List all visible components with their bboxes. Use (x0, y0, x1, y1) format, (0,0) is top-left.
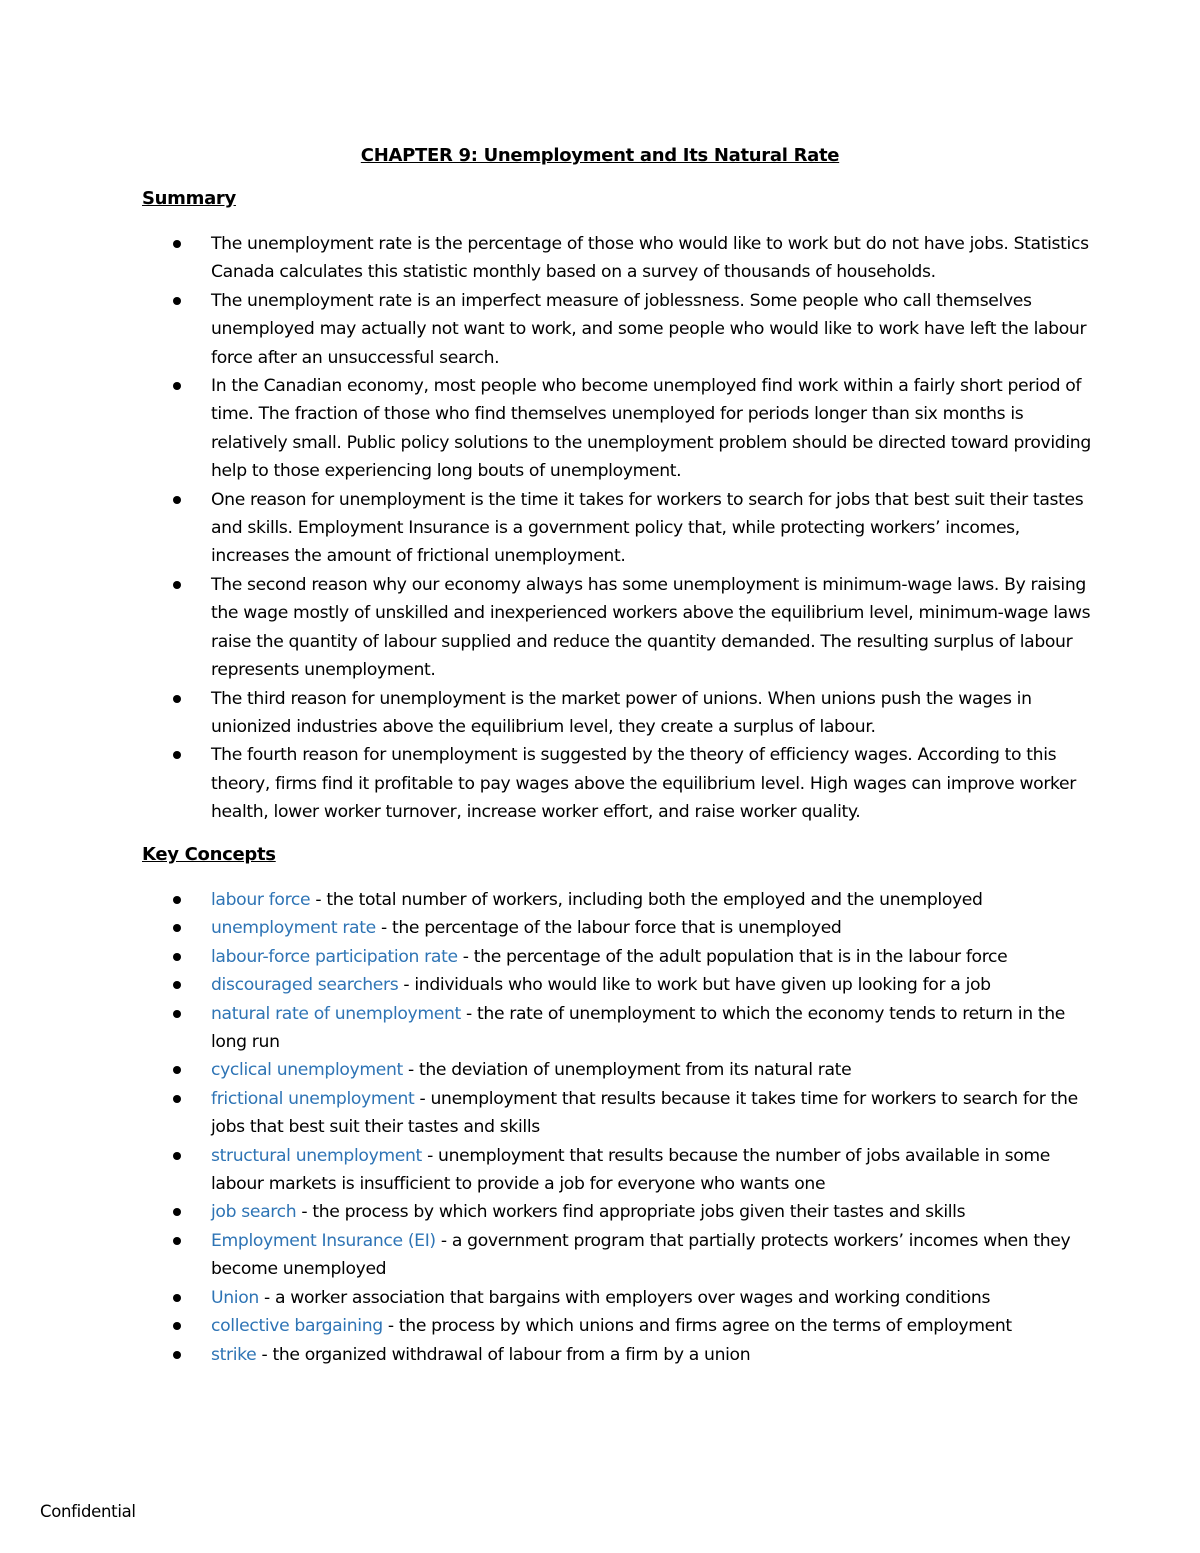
key-concepts-heading: Key Concepts (142, 844, 276, 865)
concept-definition: - the deviation of unemployment from its natural rate (402, 1060, 852, 1081)
concept-term: cyclical unemployment (211, 1060, 403, 1081)
concept-term: discouraged searchers (211, 975, 399, 996)
concept-term: strike (211, 1344, 257, 1365)
footer-confidential: Confidential (40, 1502, 136, 1521)
bullet-icon (173, 1322, 181, 1330)
key-concept-item (0, 914, 1091, 942)
concept-term: labour-force participation rate (211, 946, 458, 967)
summary-item (0, 741, 1091, 826)
bullet-icon (173, 953, 181, 961)
summary-item-text: The unemployment rate is an imperfect measure of joblessness. Some people who call themselves unemployed may actually not want to work, and some people who would like to work have left the labour force after an unsuccessful search. (211, 290, 1087, 368)
key-concept-item (0, 886, 1091, 914)
bullet-icon (173, 382, 181, 390)
key-concept-item (0, 1312, 1091, 1340)
bullet-icon (173, 581, 181, 589)
concept-term: structural unemployment (211, 1145, 422, 1166)
summary-item (0, 685, 1091, 742)
concept-definition: - the percentage of the labour force that is unemployed (375, 918, 842, 939)
summary-list (0, 230, 1200, 827)
concept-definition: - the total number of workers, including both the employed and the unemployed (310, 890, 983, 910)
bullet-icon (173, 924, 181, 932)
concept-definition: - unemployment that results because the number of jobs available in some labour markets is insufficient to provide a job for everyone who wants one (211, 1145, 1051, 1195)
concept-term: natural rate of unemployment (211, 1003, 461, 1024)
key-concept-item (0, 971, 1091, 999)
key-concept-item (0, 1085, 1091, 1142)
concept-term: job search (211, 1202, 297, 1223)
concept-definition: - the process by which unions and firms agree on the terms of employment (382, 1316, 1012, 1337)
concept-definition: - the organized withdrawal of labour from a firm by a union (256, 1344, 751, 1365)
bullet-icon (173, 1010, 181, 1018)
concept-definition: - unemployment that results because it takes time for workers to search for the jobs that best suit their tastes and skills (211, 1088, 1078, 1138)
bullet-icon (173, 1237, 181, 1245)
concept-definition: - the percentage of the adult population that is in the labour force (457, 946, 1008, 967)
summary-item (0, 571, 1091, 685)
concept-term: Employment Insurance (EI) (211, 1230, 436, 1251)
key-concept-item (0, 1056, 1091, 1084)
summary-item-text: The fourth reason for unemployment is suggested by the theory of efficiency wages. According to this theory, firms find it profitable to pay wages above the equilibrium level. High wages can improve worker health, lower worker turnover, increase worker effort, and raise worker quality. (211, 745, 1076, 823)
bullet-icon (173, 695, 181, 703)
key-concept-item (0, 1227, 1091, 1284)
concept-term: unemployment rate (211, 918, 376, 939)
key-concept-item (0, 1198, 1091, 1226)
concept-definition: - the rate of unemployment to which the economy tends to return in the long run (211, 1003, 1066, 1053)
concept-definition: - a government program that partially protects workers’ incomes when they become unemployed (211, 1230, 1071, 1280)
bullet-icon (173, 1208, 181, 1216)
bullet-icon (173, 1066, 181, 1074)
key-concept-item (0, 1284, 1091, 1312)
concept-term: frictional unemployment (211, 1088, 415, 1109)
bullet-icon (173, 1294, 181, 1302)
concept-definition: - the process by which workers find appropriate jobs given their tastes and skills (296, 1202, 966, 1223)
bullet-icon (173, 1152, 181, 1160)
page-title: CHAPTER 9: Unemployment and Its Natural Rate (360, 145, 840, 166)
bullet-icon (173, 896, 181, 904)
summary-item-text: In the Canadian economy, most people who become unemployed find work within a fairly short period of time. The fraction of those who find themselves unemployed for periods longer than six months is relatively small. Public policy solutions to the unemployment problem should be directed toward providing help to those experiencing long bouts of unemployment. (211, 376, 1091, 482)
summary-heading: Summary (142, 188, 236, 209)
summary-item (0, 230, 1091, 287)
summary-item-text: The second reason why our economy always has some unemployment is minimum-wage laws. By raising the wage mostly of unskilled and inexperienced workers above the equilibrium level, minimum-wage laws raise the quantity of labour supplied and reduce the quantity demanded. The resulting surplus of labour represents unemployment. (211, 574, 1091, 681)
bullet-icon (173, 1351, 181, 1359)
summary-item-text: The unemployment rate is the percentage of those who would like to work but do not have jobs. Statistics Canada calculates this statistic monthly based on a survey of thousands of households. (211, 234, 1089, 283)
key-concepts-list (0, 886, 1200, 1369)
bullet-icon (173, 751, 181, 759)
bullet-icon (173, 297, 181, 305)
bullet-icon (173, 981, 181, 989)
bullet-icon (173, 240, 181, 248)
key-concept-item (0, 1341, 1091, 1369)
bullet-icon (173, 496, 181, 504)
concept-term: collective bargaining (211, 1316, 383, 1337)
summary-item (0, 287, 1091, 372)
summary-item (0, 372, 1091, 486)
key-concept-item (0, 1142, 1091, 1199)
key-concept-item (0, 1000, 1091, 1057)
summary-item-text: One reason for unemployment is the time it takes for workers to search for jobs that best suit their tastes and skills. Employment Insurance is a government policy that, while protecting workers’ incomes, increases the amount of frictional unemployment. (211, 489, 1084, 567)
key-concept-item (0, 943, 1091, 971)
bullet-icon (173, 1095, 181, 1103)
summary-item (0, 486, 1091, 571)
concept-term: Union (211, 1287, 259, 1308)
concept-definition: - a worker association that bargains with employers over wages and working conditions (258, 1287, 991, 1308)
concept-term: labour force (211, 890, 311, 910)
summary-item-text: The third reason for unemployment is the market power of unions. When unions push the wages in unionized industries above the equilibrium level, they create a surplus of labour. (211, 688, 1032, 737)
concept-definition: - individuals who would like to work but have given up looking for a job (398, 975, 991, 996)
